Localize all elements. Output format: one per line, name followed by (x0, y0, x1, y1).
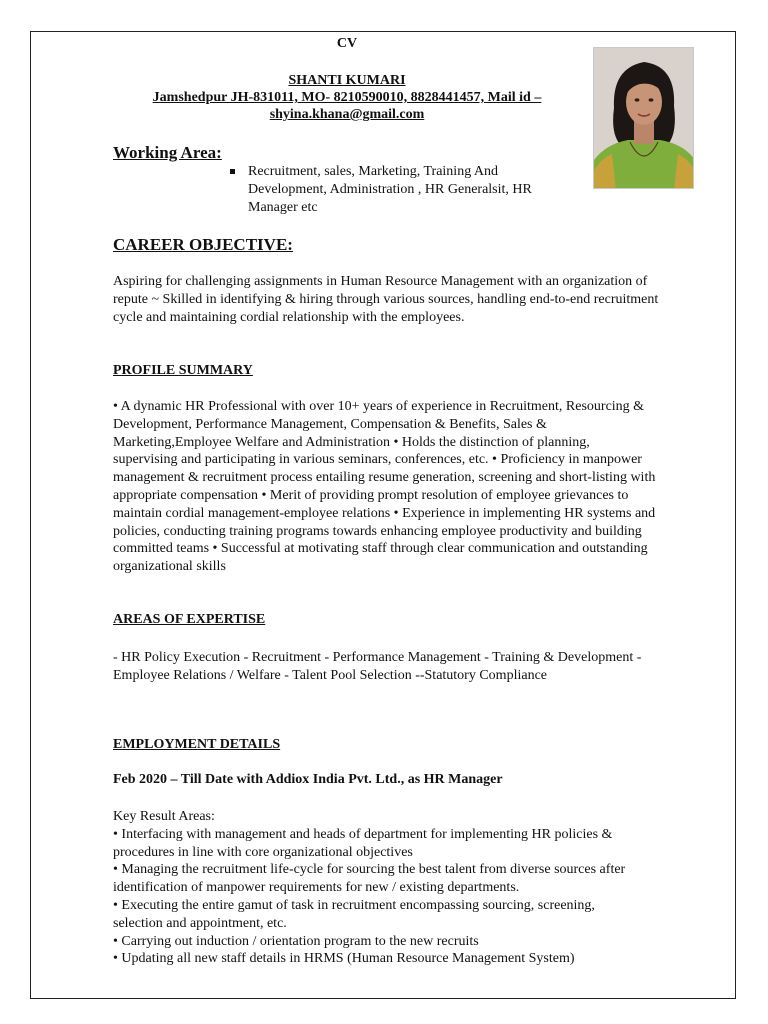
career-objective-text: Aspiring for challenging assignments in Human Resource Management with an organization of repute ~ Skilled in identifying & hiring through various sources, handling end-to-end recruitment cycle and maintaining cordial relationship with the employees. (113, 274, 659, 325)
working-area-text: Recruitment, sales, Marketing, Training And Development, Administration , HR Generalsit, HR Manager etc (248, 164, 532, 215)
profile-photo (593, 47, 694, 189)
key-result-areas-text: Key Result Areas: • Interfacing with management and heads of department for implementing HR policies & procedures in line with core organizational objectives • Managing the recruitment life-cycle for sourcing the best talent from diverse sources after identification of manpower requirements for new / existing departments. • Executing the entire gamut of task in recruitment encompassing sourcing, screening, selection and appointment, etc. • Carrying out induction / orientation program to the new recruits • Updating all new staff details in HRMS (Human Resource Management System) (113, 809, 626, 967)
bullet-square-icon (230, 169, 235, 174)
candidate-name: SHANTI KUMARI (288, 73, 406, 88)
areas-of-expertise-heading: AREAS OF EXPERTISE (113, 612, 266, 627)
contact-line: Jamshedpur JH-831011, MO- 8210590010, 8828441457, Mail id – (152, 90, 542, 105)
contact-header (100, 72, 594, 123)
working-area-heading: Working Area: (113, 143, 222, 162)
working-area-item (230, 163, 560, 216)
profile-summary-text: • A dynamic HR Professional with over 10+ years of experience in Recruitment, Resourcing & Development, Performance Management, Compensation & Benefits, Sales & Marketing,Employee Welfare and Administration • Holds the distinction of planning, supervising and participating in various seminars, conferences, etc. • Proficiency in manpower management & recruitment process entailing resume generation, screening and short-listing with appropriate compensation • Merit of providing prompt resolution of employee grievances to maintain cordial management-employee relations • Experience in implementing HR systems and policies, conducting training programs towards enhancing employee productivity and building committed teams • Successful at motivating staff through clear communication and outstanding organizational skills (113, 399, 656, 575)
career-objective-heading: CAREER OBJECTIVE: (113, 235, 293, 254)
profile-summary-heading: PROFILE SUMMARY (113, 363, 253, 378)
employment-details-heading: EMPLOYMENT DETAILS (113, 737, 281, 752)
cv-label: CV (336, 36, 358, 51)
areas-of-expertise-text: - HR Policy Execution - Recruitment - Performance Management - Training & Development - Employee Relations / Welfare - Talent Pool Selection --Statutory Compliance (113, 650, 642, 683)
portrait-illustration (594, 48, 694, 189)
email-link[interactable]: shyina.khana@gmail.com (269, 107, 425, 122)
job-title-line: Feb 2020 – Till Date with Addiox India Pvt. Ltd., as HR Manager (113, 772, 503, 787)
